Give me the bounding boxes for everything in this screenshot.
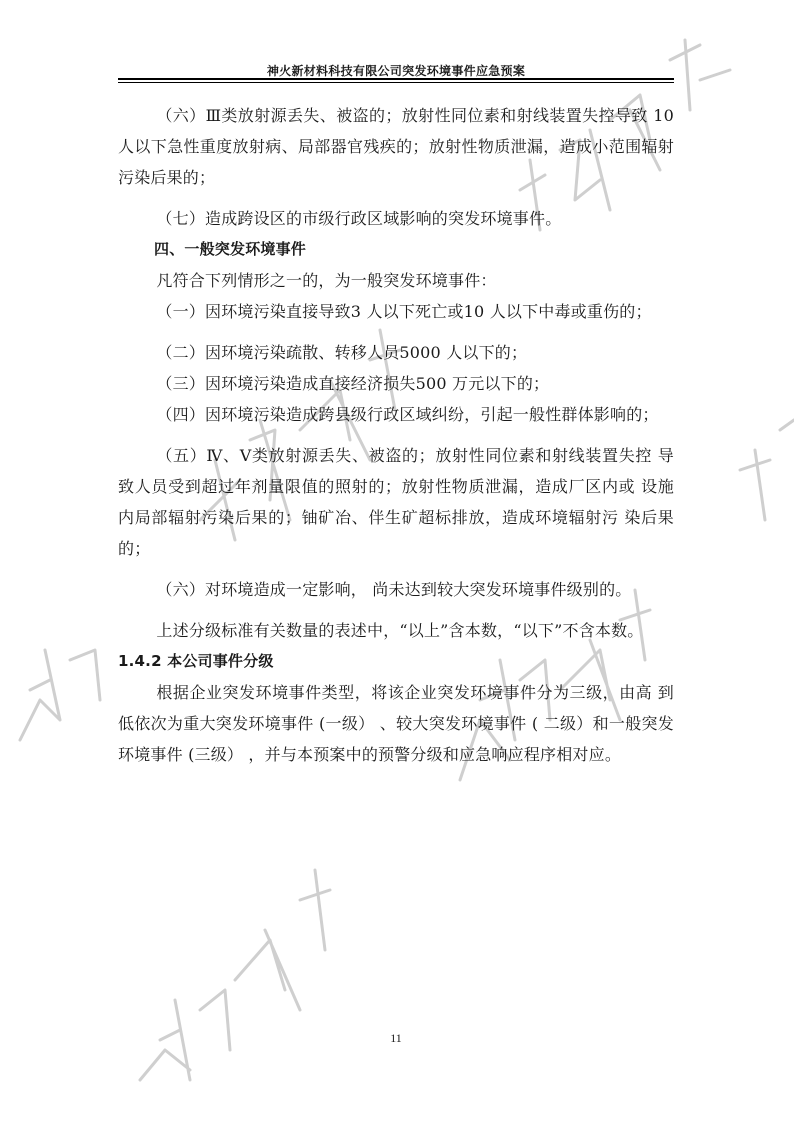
page-body	[118, 100, 674, 770]
paragraph-general-intro: 凡符合下列情形之一的，为一般突发环境事件：	[156, 271, 497, 290]
paragraph-quantity-note: 上述分级标准有关数量的表述中，“以上”含本数，“以下”不含本数。	[156, 621, 644, 640]
paragraph-item-1: （一）因环境污染直接导致3 人以下死亡或10 人以下中毒或重伤的；	[156, 302, 652, 321]
paragraph-item-3: （三）因环境污染造成直接经济损失500 万元以下的；	[156, 374, 550, 393]
subsection-heading-1-4-2: 1.4.2 本公司事件分级	[118, 652, 274, 670]
paragraph-item-4: （四）因环境污染造成跨县级行政区域纠纷，引起一般性群体影响的；	[156, 405, 659, 424]
paragraph-cross-region: （七）造成跨设区的市级行政区域影响的突发环境事件。	[156, 209, 562, 228]
header-rule-thick	[118, 78, 674, 80]
paragraph-company-grading: 根据企业突发环境事件类型，将该企业突发环境事件分为三级，由高 到低依次为重大突发环境事件 (一级） 、较大突发环境事件 ( 二级）和一般突发环境事件 (三级） ，并与本预案中的预警分级和应急响应程序相对应。	[118, 683, 674, 764]
paragraph-class3-radiation: （六）Ⅲ类放射源丢失、被盗的；放射性同位素和射线装置失控导致 10 人以下急性重度放射病、局部器官残疾的；放射性物质泄漏，造成小范围辐射污染后果的；	[118, 106, 674, 187]
paragraph-item-6: （六）对环境造成一定影响， 尚未达到较大突发环境事件级别的。	[156, 580, 632, 599]
header-rule-thin	[118, 82, 674, 83]
document-header: 神火新材料科技有限公司突发环境事件应急预案	[266, 64, 526, 78]
section-heading-general-events: 四、一般突发环境事件	[154, 240, 307, 258]
paragraph-item-2: （二）因环境污染疏散、转移人员5000 人以下的；	[156, 343, 528, 362]
page-number: 11	[390, 1031, 402, 1045]
paragraph-item-5: （五）Ⅳ、Ⅴ类放射源丢失、被盗的；放射性同位素和射线装置失控 导致人员受到超过年剂量限值的照射的；放射性物质泄漏，造成厂区内或 设施内局部辐射污染后果的；铀矿冶、伴生矿超标排放，造成环境辐射污 染后果的；	[118, 446, 674, 558]
